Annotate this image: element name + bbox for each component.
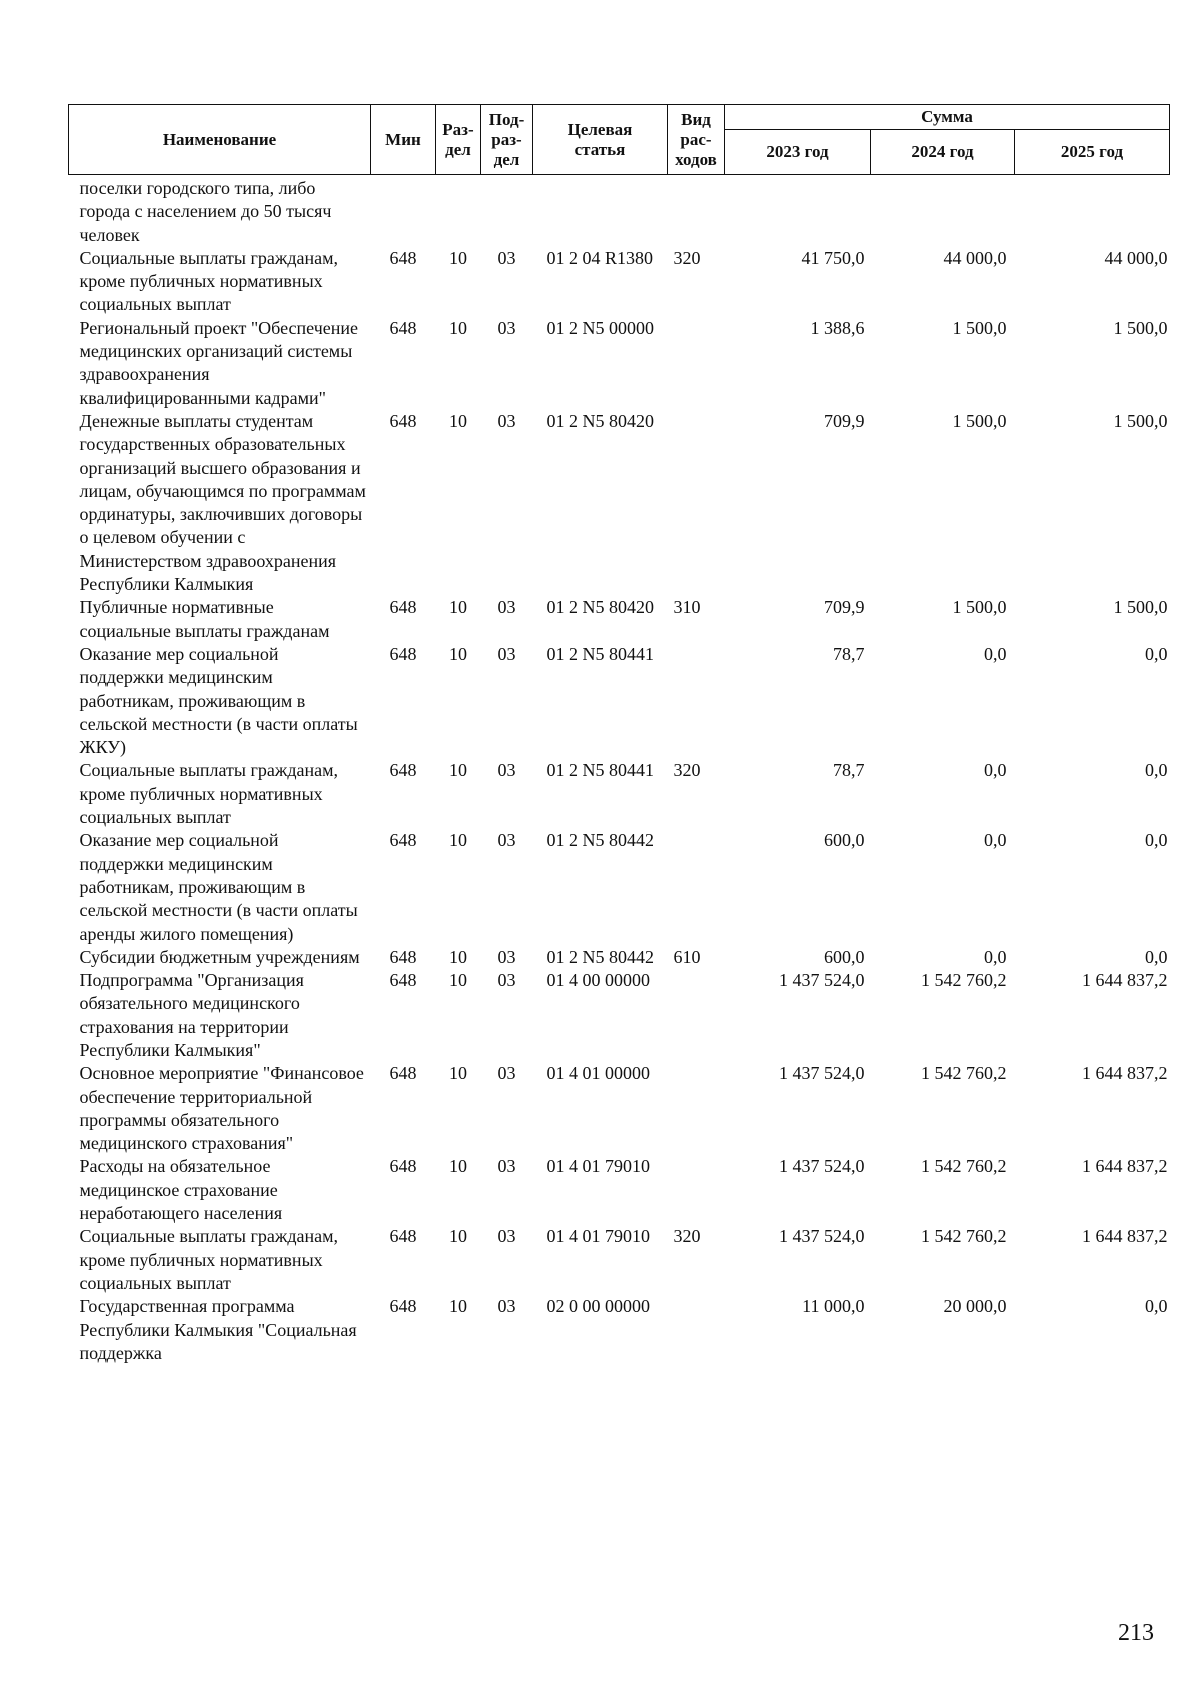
row-sum-2024: 44 000,0	[943, 247, 1007, 268]
row-sum-2023: 709,9	[824, 597, 865, 618]
table-row	[69, 829, 1170, 945]
budget-table	[68, 104, 1170, 1365]
row-sum-2023: 600,0	[824, 946, 865, 967]
table-row	[69, 410, 1170, 596]
row-sum-2024: 0,0	[984, 760, 1007, 781]
table-row	[69, 643, 1170, 759]
row-razdel: 10	[449, 830, 467, 851]
row-celevaya: 01 4 01 00000	[546, 1063, 650, 1084]
row-sum-2024: 1 500,0	[952, 410, 1007, 431]
row-sum-2024: 0,0	[984, 643, 1007, 664]
row-name: Оказание мер социальной поддержки медицинским работникам, проживающим в сельской местности (в части оплаты аренды жилого помещения)	[79, 830, 358, 944]
row-sum-2024: 20 000,0	[943, 1296, 1007, 1317]
header-2023: 2023 год	[725, 130, 871, 175]
table-row	[69, 175, 1170, 247]
row-razdel: 10	[449, 970, 467, 991]
row-razdel: 10	[449, 1156, 467, 1177]
header-podrazdel: Под- раз- дел	[481, 105, 533, 175]
row-sum-2023: 1 388,6	[810, 317, 865, 338]
row-sum-2023: 1 437 524,0	[779, 970, 865, 991]
row-name: Социальные выплаты гражданам, кроме публичных нормативных социальных выплат	[79, 1226, 338, 1293]
row-podrazdel: 03	[497, 1156, 516, 1177]
row-sum-2023: 1 437 524,0	[779, 1226, 865, 1247]
row-min: 648	[389, 946, 417, 967]
row-razdel: 10	[449, 317, 467, 338]
row-vid: 310	[673, 597, 701, 618]
row-sum-2024: 1 542 760,2	[921, 1063, 1007, 1084]
row-vid	[668, 410, 725, 596]
row-celevaya: 01 2 N5 80420	[546, 410, 654, 431]
row-min: 648	[389, 830, 417, 851]
row-min: 648	[389, 760, 417, 781]
row-name: Социальные выплаты гражданам, кроме публичных нормативных социальных выплат	[79, 760, 338, 828]
row-name: Денежные выплаты студентам государственных образовательных организаций высшего образования и лицам, обучающимся по программам ординатуры, заключивших договоры о целевом обучении с Министерством здравоохранения Республики Калмыкия	[79, 410, 366, 595]
row-podrazdel: 03	[497, 1063, 516, 1084]
header-min: Мин	[371, 105, 436, 175]
header-vid: Вид рас- ходов	[668, 105, 725, 175]
row-vid	[668, 317, 725, 410]
row-min: 648	[389, 1063, 417, 1084]
row-name: Социальные выплаты гражданам, кроме публичных нормативных социальных выплат	[79, 247, 338, 315]
table-row	[69, 247, 1170, 317]
row-sum-2025: 0,0	[1145, 830, 1168, 851]
row-celevaya: 01 4 01 79010	[546, 1226, 650, 1247]
row-celevaya: 01 2 N5 00000	[546, 317, 654, 338]
row-sum-2025: 1 644 837,2	[1082, 1063, 1168, 1084]
row-sum-2024	[871, 175, 1015, 247]
row-podrazdel: 03	[497, 760, 516, 781]
row-name: Государственная программа Республики Калмыкия "Социальная поддержка	[79, 1296, 357, 1363]
row-celevaya: 01 2 N5 80441	[546, 643, 654, 664]
table-row	[69, 1155, 1170, 1225]
row-vid: 610	[673, 946, 701, 967]
row-sum-2023: 11 000,0	[802, 1296, 865, 1317]
row-min: 648	[389, 317, 417, 338]
row-razdel: 10	[449, 410, 467, 431]
row-sum-2025	[1015, 175, 1170, 247]
row-name: Публичные нормативные социальные выплаты гражданам	[79, 597, 330, 641]
row-podrazdel	[481, 175, 533, 247]
row-vid	[668, 175, 725, 247]
page-number: 213	[1118, 1620, 1154, 1646]
row-vid: 320	[673, 247, 701, 268]
row-sum-2024: 1 542 760,2	[921, 970, 1007, 991]
row-podrazdel: 03	[497, 597, 516, 618]
row-podrazdel: 03	[497, 946, 516, 967]
row-razdel: 10	[449, 1226, 467, 1247]
row-min: 648	[389, 1226, 417, 1247]
row-razdel: 10	[449, 247, 467, 268]
row-sum-2023: 41 750,0	[801, 247, 865, 268]
row-razdel	[436, 175, 481, 247]
row-sum-2024: 1 542 760,2	[921, 1156, 1007, 1177]
table-row	[69, 596, 1170, 643]
row-razdel: 10	[449, 597, 467, 618]
row-sum-2023: 600,0	[824, 830, 865, 851]
row-sum-2025: 1 644 837,2	[1082, 970, 1168, 991]
row-name: Оказание мер социальной поддержки медицинским работникам, проживающим в сельской местности (в части оплаты ЖКУ)	[79, 643, 358, 758]
row-vid	[668, 829, 725, 945]
row-razdel: 10	[449, 1063, 467, 1084]
header-name: Наименование	[69, 105, 371, 175]
row-vid: 320	[673, 760, 701, 781]
header-2025: 2025 год	[1015, 130, 1170, 175]
row-celevaya: 01 2 04 R1380	[546, 247, 654, 268]
row-sum-2024: 0,0	[984, 946, 1007, 967]
row-celevaya	[533, 175, 668, 247]
row-sum-2025: 1 500,0	[1113, 597, 1168, 618]
table-row	[69, 1062, 1170, 1155]
row-celevaya: 01 4 01 79010	[546, 1156, 650, 1177]
row-sum-2023: 1 437 524,0	[779, 1156, 865, 1177]
table-row	[69, 946, 1170, 969]
header-2024: 2024 год	[871, 130, 1015, 175]
row-min: 648	[389, 643, 417, 664]
row-name: Субсидии бюджетным учреждениям	[79, 946, 360, 967]
row-sum-2024: 1 542 760,2	[921, 1226, 1007, 1247]
row-min: 648	[389, 1296, 417, 1317]
row-podrazdel: 03	[497, 970, 516, 991]
row-min: 648	[389, 970, 417, 991]
row-vid	[668, 1062, 725, 1155]
row-sum-2023	[725, 175, 871, 247]
row-celevaya: 01 2 N5 80441	[546, 760, 654, 781]
row-celevaya: 01 2 N5 80442	[546, 830, 654, 851]
row-razdel: 10	[449, 946, 467, 967]
row-podrazdel: 03	[497, 830, 516, 851]
row-sum-2025: 0,0	[1145, 946, 1168, 967]
row-sum-2023: 709,9	[824, 410, 865, 431]
row-min	[371, 175, 436, 247]
row-min: 648	[389, 1156, 417, 1177]
row-name: Основное мероприятие "Финансовое обеспечение территориальной программы обязательного медицинского страхования"	[79, 1063, 364, 1154]
row-sum-2025: 0,0	[1145, 760, 1168, 781]
row-sum-2025: 1 644 837,2	[1082, 1156, 1168, 1177]
table-row	[69, 1295, 1170, 1365]
row-razdel: 10	[449, 643, 467, 664]
row-vid	[668, 643, 725, 759]
row-sum-2025: 44 000,0	[1104, 247, 1168, 268]
row-sum-2023: 78,7	[833, 760, 865, 781]
header-celevaya: Целевая статья	[533, 105, 668, 175]
row-name: Региональный проект "Обеспечение медицинских организаций системы здравоохранения квалифицированными кадрами"	[79, 317, 358, 408]
row-sum-2025: 0,0	[1145, 1296, 1168, 1317]
row-podrazdel: 03	[497, 643, 516, 664]
row-sum-2025: 1 500,0	[1113, 317, 1168, 338]
row-podrazdel: 03	[497, 247, 516, 268]
row-sum-2023: 78,7	[833, 643, 865, 664]
table-row	[69, 1225, 1170, 1295]
row-celevaya: 02 0 00 00000	[546, 1296, 650, 1317]
row-vid	[668, 969, 725, 1062]
row-podrazdel: 03	[497, 410, 516, 431]
row-celevaya: 01 2 N5 80420	[546, 597, 654, 618]
row-min: 648	[389, 597, 417, 618]
row-sum-2025: 1 644 837,2	[1082, 1226, 1168, 1247]
header-summa: Сумма	[725, 105, 1170, 130]
row-min: 648	[389, 410, 417, 431]
row-sum-2023: 1 437 524,0	[779, 1063, 865, 1084]
table-row	[69, 969, 1170, 1062]
row-vid	[668, 1155, 725, 1225]
row-sum-2025: 1 500,0	[1113, 410, 1168, 431]
table-header	[69, 105, 1170, 175]
row-podrazdel: 03	[497, 1296, 516, 1317]
row-celevaya: 01 2 N5 80442	[546, 946, 654, 967]
row-sum-2024: 0,0	[984, 830, 1007, 851]
table-row	[69, 317, 1170, 410]
row-name: Подпрограмма "Организация обязательного медицинского страхования на территории Республики Калмыкия"	[79, 970, 304, 1060]
row-podrazdel: 03	[497, 317, 516, 338]
row-sum-2024: 1 500,0	[952, 597, 1007, 618]
row-vid	[668, 1295, 725, 1365]
row-razdel: 10	[449, 1296, 467, 1317]
row-sum-2024: 1 500,0	[952, 317, 1007, 338]
row-name: поселки городского типа, либо города с населением до 50 тысяч человек	[79, 178, 332, 245]
row-podrazdel: 03	[497, 1226, 516, 1247]
row-vid: 320	[673, 1226, 701, 1247]
row-sum-2025: 0,0	[1145, 643, 1168, 664]
row-razdel: 10	[449, 760, 467, 781]
row-min: 648	[389, 247, 417, 268]
table-row	[69, 759, 1170, 829]
row-name: Расходы на обязательное медицинское страхование неработающего населения	[79, 1156, 283, 1224]
row-celevaya: 01 4 00 00000	[546, 970, 650, 991]
header-razdel: Раз- дел	[436, 105, 481, 175]
table-body	[69, 175, 1170, 1366]
